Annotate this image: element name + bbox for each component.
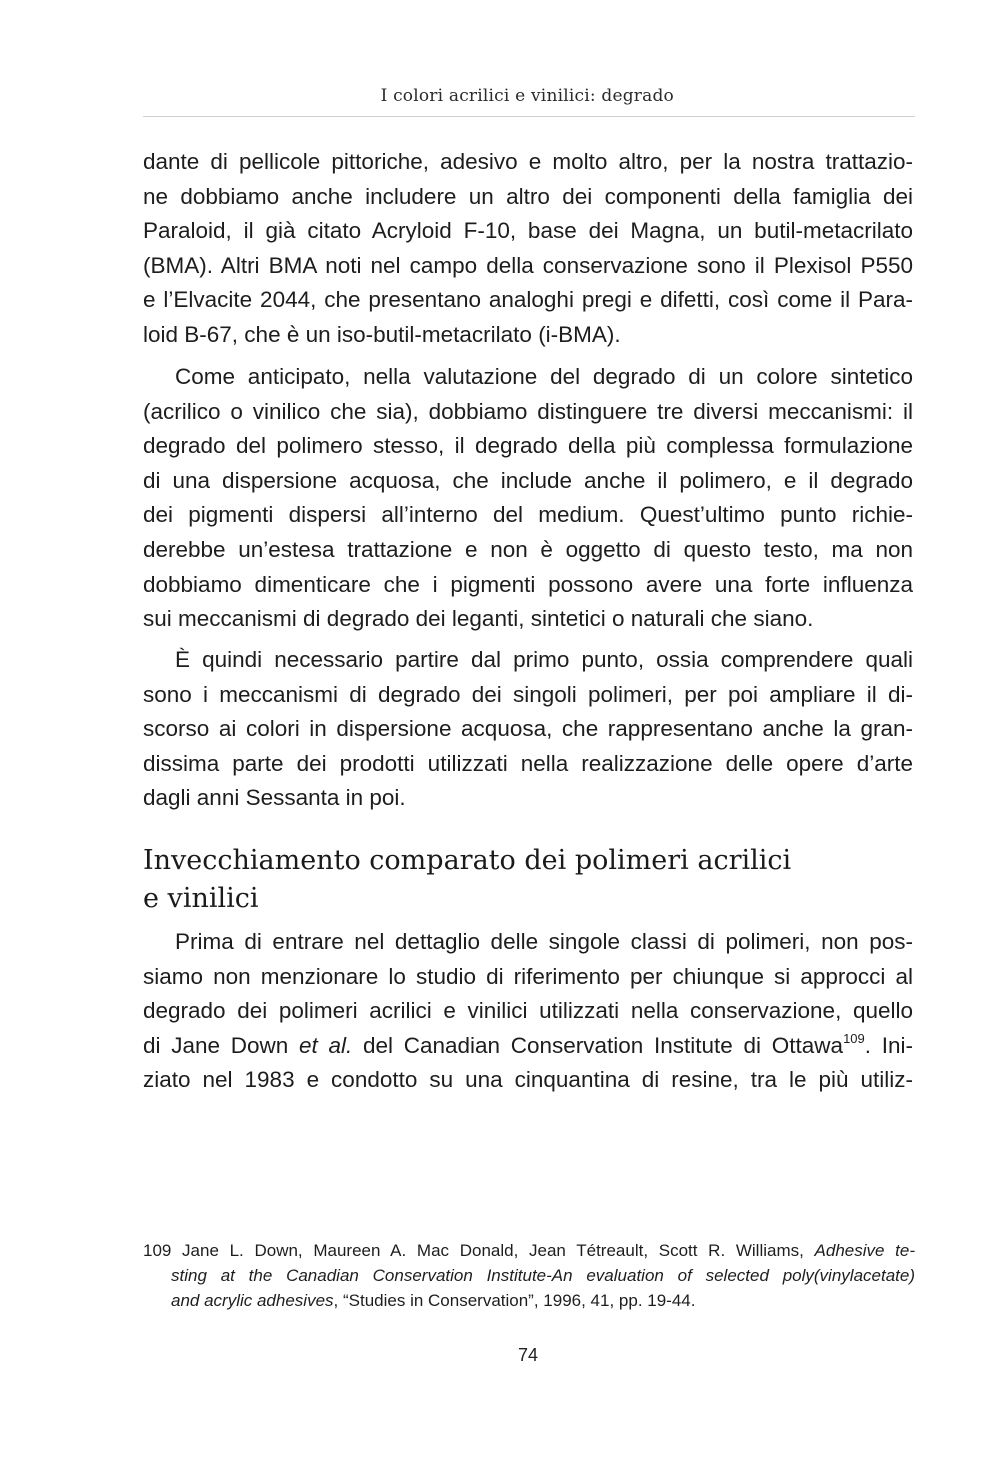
- text-line: degrado dei polimeri acrilici e vinilici utilizzati nella conservazione, quello: [143, 998, 913, 1024]
- footnote-authors: Jane L. Down, Maureen A. Mac Donald, Jean Tétreault, Scott R. Williams,: [171, 1241, 815, 1260]
- text-line: ziato nel 1983 e condotto su una cinquantina di resine, tra le più utiliz-: [143, 1067, 913, 1093]
- footnote-source: , “Studies in Conservation”, 1996, 41, pp. 19-44.: [333, 1291, 696, 1310]
- paragraph-1: [143, 145, 913, 353]
- text-line: dei pigmenti dispersi all’interno del medium. Quest’ultimo punto richie-: [143, 502, 913, 528]
- footnote-title: sting at the Canadian Conservation Institute-An evaluation of selected poly(vinylacetate): [171, 1266, 915, 1285]
- footnote-line: [143, 1263, 915, 1288]
- running-header: I colori acrilici e vinilici: degrado: [380, 86, 674, 106]
- text-line: È quindi necessario partire dal primo punto, ossia comprendere quali: [175, 647, 913, 672]
- section-heading-line: e vinilici: [143, 883, 259, 914]
- text-line: derebbe un’estesa trattazione e non è oggetto di questo testo, ma non: [143, 536, 913, 562]
- section-heading: [143, 842, 791, 918]
- italic-text: et al.: [298, 1032, 353, 1058]
- text-line: Prima di entrare nel dettaglio delle singole classi di polimeri, non pos-: [175, 929, 913, 954]
- paragraph-4: [143, 925, 913, 1098]
- text-line: dagli anni Sessanta in poi.: [143, 785, 406, 811]
- footnote-line: [143, 1288, 915, 1313]
- text-line: ne dobbiamo anche includere un altro dei componenti della famiglia dei: [143, 183, 913, 209]
- text-run: di Jane Down: [143, 1032, 299, 1058]
- footnote-title: Adhesive te-: [814, 1241, 915, 1260]
- text-line: dobbiamo dimenticare che i pigmenti possono avere una forte influenza: [143, 571, 913, 597]
- text-line: loid B-67, che è un iso-butil-metacrilato (i-BMA).: [143, 321, 621, 347]
- paragraph-3: [143, 643, 913, 816]
- section-heading-line: Invecchiamento comparato dei polimeri acrilici: [143, 845, 792, 876]
- text-line: degrado del polimero stesso, il degrado della più complessa formulazione: [143, 433, 913, 459]
- text-line: Come anticipato, nella valutazione del degrado di un colore sintetico: [175, 364, 913, 389]
- header-rule: [143, 116, 915, 117]
- text-line: sui meccanismi di degrado dei leganti, sintetici o naturali che siano.: [143, 606, 814, 632]
- text-run: del Canadian Conservation Institute di Ottawa: [352, 1032, 844, 1058]
- text-line: (BMA). Altri BMA noti nel campo della conservazione sono il Plexisol P550: [143, 252, 913, 278]
- text-line: e l’Elvacite 2044, che presentano analoghi pregi e difetti, così come il Para-: [143, 287, 913, 313]
- page-number: 74: [517, 1345, 539, 1365]
- text-line: di una dispersione acquosa, che include anche il polimero, e il degrado: [143, 467, 913, 493]
- text-line: Paraloid, il già citato Acryloid F-10, base dei Magna, un butil-metacrilato: [143, 218, 913, 244]
- text-line: sono i meccanismi di degrado dei singoli polimeri, per poi ampliare il di-: [143, 681, 913, 707]
- text-line: scorso ai colori in dispersione acquosa, che rappresentano anche la gran-: [143, 716, 913, 742]
- footnote-number: 109: [143, 1241, 172, 1260]
- text-line: (acrilico o vinilico che sia), dobbiamo distinguere tre diversi meccanismi: il: [143, 398, 913, 424]
- text-run: . Ini-: [864, 1032, 913, 1058]
- footnote-title: and acrylic adhesives: [171, 1291, 334, 1310]
- text-line: siamo non menzionare lo studio di riferimento per chiunque si approcci al: [143, 963, 913, 989]
- text-line: dissima parte dei prodotti utilizzati nella realizzazione delle opere d’arte: [143, 750, 913, 776]
- footnote: [143, 1238, 915, 1313]
- footnote-reference[interactable]: 109: [843, 1030, 865, 1046]
- paragraph-2: [143, 360, 913, 637]
- text-line: dante di pellicole pittoriche, adesivo e molto altro, per la nostra trattazio-: [143, 149, 913, 174]
- text-line: [143, 1029, 913, 1064]
- footnote-line: [143, 1238, 915, 1263]
